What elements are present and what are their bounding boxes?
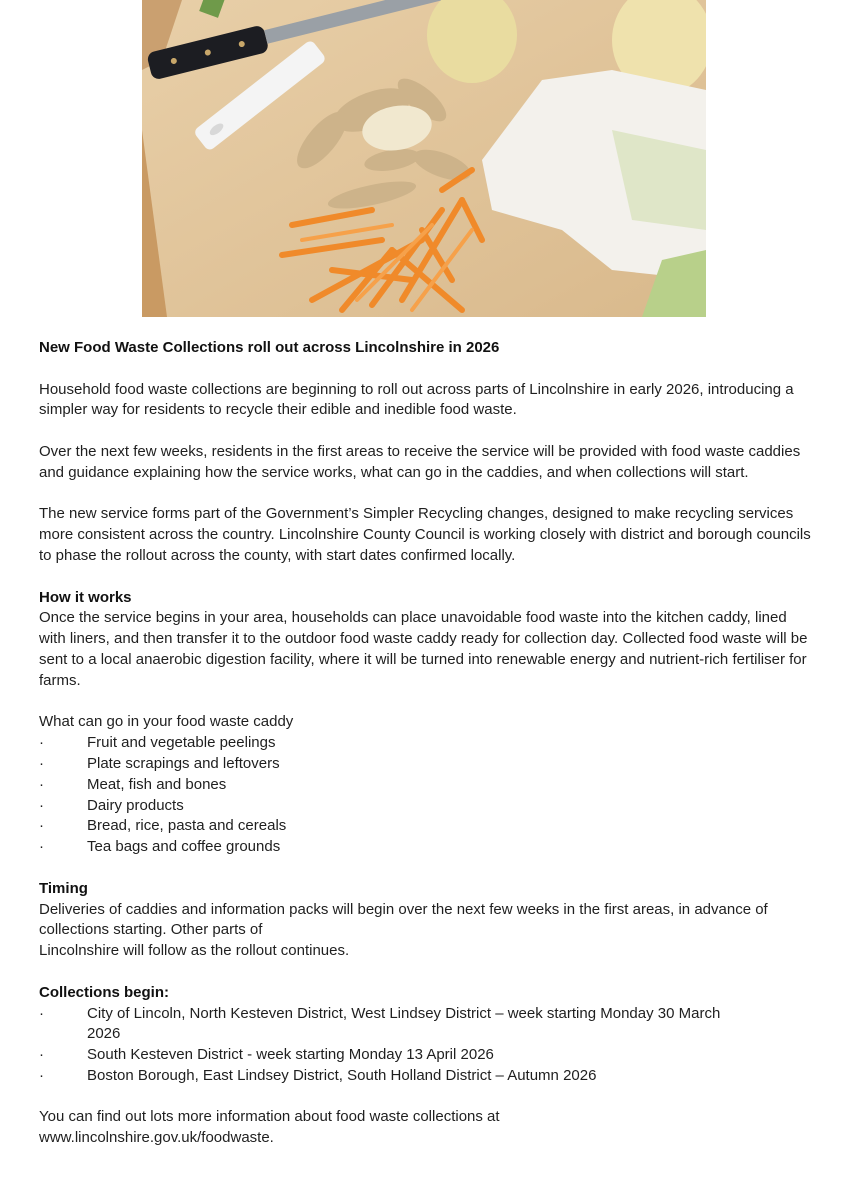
delivery-paragraph: Over the next few weeks, residents in the first areas to receive the service will be provided with food waste caddies and guidance explaining how the service works, what can go in the caddies, and when collections will start. <box>39 442 801 481</box>
timing-line-1: Deliveries of caddies and information packs will begin over the next few weeks in the first areas, in advance of collections starting. Other parts of <box>39 900 768 939</box>
hero-image <box>142 0 706 317</box>
bullet-icon: · <box>39 838 44 856</box>
bullet-icon: · <box>39 796 44 814</box>
collections-list <box>39 1004 739 1087</box>
bullet-icon: · <box>39 817 44 835</box>
list-item: · Plate scrapings and leftovers <box>39 754 814 775</box>
list-item: · Bread, rice, pasta and cereals <box>39 816 814 837</box>
simpler-recycling-paragraph: The new service forms part of the Government’s Simpler Recycling changes, designed to make recycling services more consistent across the country. Lincolnshire County Council is working closely with district and borough councils to phase the rollout across the county, with start dates confirmed locally. <box>39 505 811 564</box>
list-item: · City of Lincoln, North Kesteven District, West Lindsey District – week starting Monday 30 March 2026 <box>39 1004 721 1043</box>
list-item: · Tea bags and coffee grounds <box>39 837 814 858</box>
intro-paragraph: Household food waste collections are beginning to roll out across parts of Lincolnshire in early 2026, introducing a simpler way for residents to recycle their edible and inedible food waste. <box>39 380 794 419</box>
list-item: · Boston Borough, East Lindsey District, South Holland District – Autumn 2026 <box>39 1066 739 1087</box>
footer-text: You can find out lots more information about food waste collections at <box>39 1108 500 1126</box>
caddy-items-list <box>39 733 814 858</box>
bullet-icon: · <box>39 1046 44 1064</box>
list-item: · Meat, fish and bones <box>39 775 814 796</box>
timing-line-2: Lincolnshire will follow as the rollout continues. <box>39 942 350 960</box>
bullet-icon: · <box>39 775 44 793</box>
caddy-heading: What can go in your food waste caddy <box>39 713 294 731</box>
bullet-icon: · <box>39 734 44 752</box>
article-title: New Food Waste Collections roll out across Lincolnshire in 2026 <box>39 339 500 356</box>
article <box>39 338 814 1149</box>
list-item: · Dairy products <box>39 796 814 817</box>
list-item: · South Kesteven District - week starting Monday 13 April 2026 <box>39 1045 739 1066</box>
collections-heading: Collections begin: <box>39 983 170 1001</box>
how-it-works-body: Once the service begins in your area, households can place unavoidable food waste into the kitchen caddy, lined with liners, and then transfer it to the outdoor food waste caddy ready for collection day. Collected food waste will be sent to a local anaerobic digestion facility, where it will be turned into renewable energy and nutrient-rich fertiliser for farms. <box>39 609 808 689</box>
how-it-works-heading: How it works <box>39 588 132 606</box>
bullet-icon: · <box>39 754 44 772</box>
timing-heading: Timing <box>39 879 88 897</box>
bullet-icon: · <box>39 1066 44 1084</box>
list-item: · Fruit and vegetable peelings <box>39 733 814 754</box>
food-peelings-photo-icon <box>142 0 706 317</box>
foodwaste-link[interactable]: www.lincolnshire.gov.uk/foodwaste. <box>39 1129 274 1147</box>
bullet-icon: · <box>39 1004 44 1022</box>
